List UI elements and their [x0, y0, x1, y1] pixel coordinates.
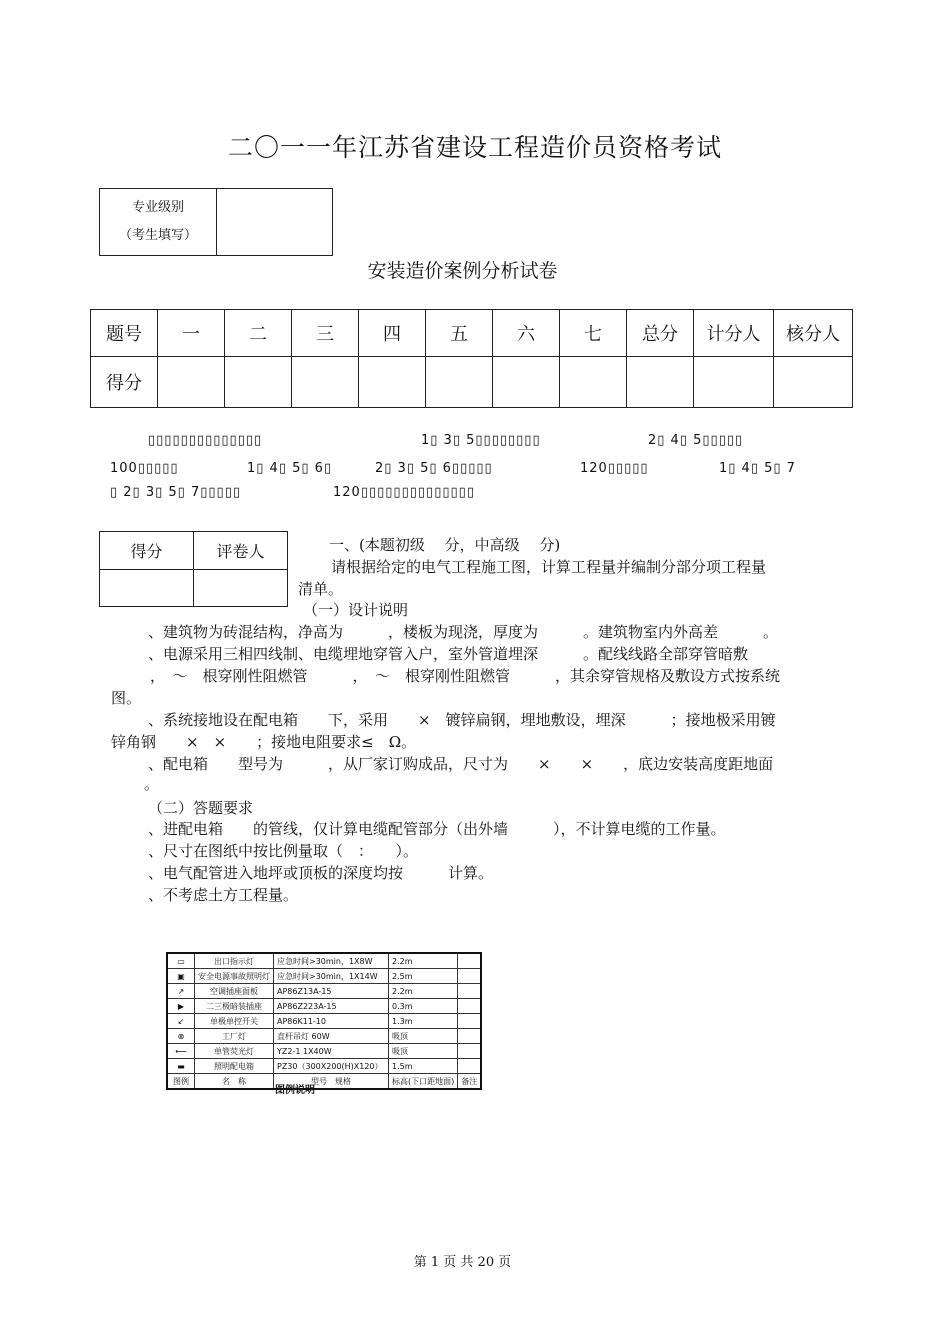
design-item: 图。: [111, 689, 142, 707]
instruction-text: ▯ 2▯ 3▯ 5▯ 7▯▯▯▯▯: [110, 485, 241, 500]
instruction-text: 100▯▯▯▯▯: [110, 461, 179, 476]
legend-row: [167, 1014, 481, 1029]
score-header-row: [91, 310, 853, 357]
score-table: [90, 309, 853, 408]
level-label: 专业级别: [131, 200, 184, 215]
legend-name: 出口指示灯: [195, 953, 274, 969]
legend-height: 2.2m: [389, 953, 458, 969]
requirement-item: 、尺寸在图纸中按比例量取（ ： ）。: [148, 842, 419, 860]
grader-score-cell[interactable]: [100, 570, 194, 607]
legend-row: [167, 1044, 481, 1059]
design-item: 、电源采用三相四线制、电缆埋地穿管入户，室外管道埋深 。配线线路全部穿管暗敷: [148, 645, 749, 663]
legend-row: [167, 953, 481, 969]
score-input-cell[interactable]: [426, 357, 493, 408]
legend-table: [166, 952, 482, 1090]
legend-note: [458, 1044, 482, 1059]
legend-col-header: 名 称: [195, 1074, 274, 1090]
legend-model: AP86Z223A-15: [274, 999, 389, 1014]
instruction-text: 120▯▯▯▯▯▯▯▯▯▯▯▯▯▯: [333, 485, 475, 500]
score-input-cell[interactable]: [359, 357, 426, 408]
legend-note: [458, 1014, 482, 1029]
score-header-cell: 二: [225, 310, 292, 357]
legend-symbol-icon: ▭: [167, 953, 195, 969]
score-input-cell[interactable]: [493, 357, 560, 408]
requirements-heading: （二）答题要求: [148, 799, 254, 817]
instruction-text: ▯▯▯▯▯▯▯▯▯▯▯▯▯▯: [148, 433, 263, 448]
legend-height: 1.5m: [389, 1059, 458, 1074]
score-value-row: [91, 357, 853, 408]
legend-model: 应急时间>30min，1X14W: [274, 969, 389, 984]
legend-row: [167, 984, 481, 999]
legend-row: [167, 999, 481, 1014]
instruction-text: 1▯ 3▯ 5▯▯▯▯▯▯▯▯: [421, 433, 541, 448]
legend-model: 直杆吊灯 60W: [274, 1029, 389, 1044]
legend-height: 2.5m: [389, 969, 458, 984]
legend-model: PZ30（300X200(H)X120）: [274, 1059, 389, 1074]
legend-model: YZ2-1 1X40W: [274, 1044, 389, 1059]
design-item: 锌角钢 × × ；接地电阻要求≤ Ω。: [111, 733, 417, 751]
legend-height: 吸顶: [389, 1044, 458, 1059]
requirement-item: 、进配电箱 的管线，仅计算电缆配管部分（出外墙 ），不计算电缆的工作量。: [148, 820, 726, 838]
legend-table-wrap: [166, 952, 482, 1090]
score-input-cell[interactable]: [292, 357, 359, 408]
legend-model: AP86Z13A-15: [274, 984, 389, 999]
score-header-cell: 计分人: [694, 310, 774, 357]
legend-col-header: 标高(下口距地面): [389, 1074, 458, 1090]
instruction-text: 2▯ 3▯ 5▯ 6▯▯▯▯▯: [375, 461, 493, 476]
score-header-cell: 三: [292, 310, 359, 357]
legend-note: [458, 999, 482, 1014]
legend-note: [458, 1059, 482, 1074]
score-header-cell: 五: [426, 310, 493, 357]
legend-symbol-icon: ⊗: [167, 1029, 195, 1044]
legend-model: 应急时间>30min，1X8W: [274, 953, 389, 969]
score-input-cell[interactable]: [627, 357, 694, 408]
grader-score-label: 得分: [100, 532, 194, 570]
legend-row: [167, 1029, 481, 1044]
legend-row: [167, 969, 481, 984]
design-item: 。: [144, 775, 160, 793]
question-heading: 一、(本题初级 分，中高级 分): [329, 536, 561, 554]
design-item: 、配电箱 型号为 ，从厂家订购成品，尺寸为 × × ，底边安装高度距地面: [148, 755, 774, 773]
legend-note: [458, 1029, 482, 1044]
level-sublabel: （考生填写）: [118, 228, 197, 243]
legend-symbol-icon: ▬: [167, 1059, 195, 1074]
legend-name: 单管荧光灯: [195, 1044, 274, 1059]
legend-symbol-icon: ▣: [167, 969, 195, 984]
score-input-cell[interactable]: [774, 357, 853, 408]
grader-name-label: 评卷人: [194, 532, 288, 570]
legend-row: [167, 1059, 481, 1074]
legend-name: 单极单控开关: [195, 1014, 274, 1029]
legend-height: 2.2m: [389, 984, 458, 999]
level-table: [99, 188, 333, 256]
score-header-cell: 题号: [91, 310, 158, 357]
level-label-cell: [100, 189, 217, 256]
legend-name: 空调插座面板: [195, 984, 274, 999]
legend-col-header: 备注: [458, 1074, 482, 1090]
grader-table: [99, 531, 288, 607]
score-row-label: 得分: [91, 357, 158, 408]
legend-name: 二三极暗装插座: [195, 999, 274, 1014]
instruction-text: 1▯ 4▯ 5▯ 6▯: [247, 461, 333, 476]
design-heading: （一）设计说明: [303, 601, 409, 619]
legend-note: [458, 984, 482, 999]
score-input-cell[interactable]: [158, 357, 225, 408]
legend-name: 安全电源事故照明灯: [195, 969, 274, 984]
legend-col-header: 图例: [167, 1074, 195, 1090]
legend-header-row: [167, 1074, 481, 1090]
instruction-text: 1▯ 4▯ 5▯ 7: [719, 461, 796, 476]
design-item: ， ～ 根穿刚性阻燃管 ， ～ 根穿刚性阻燃管 ，其余穿管规格及敷设方式按系统: [150, 667, 781, 685]
score-header-cell: 六: [493, 310, 560, 357]
legend-height: 吸顶: [389, 1029, 458, 1044]
legend-symbol-icon: ↗: [167, 984, 195, 999]
legend-caption: 图例说明: [275, 1085, 315, 1096]
page-footer: 第 1 页 共 20 页: [413, 1255, 512, 1270]
instruction-text: 120▯▯▯▯▯: [580, 461, 649, 476]
level-input-cell[interactable]: [217, 189, 333, 256]
score-input-cell[interactable]: [560, 357, 627, 408]
score-header-cell: 七: [560, 310, 627, 357]
legend-name: 照明配电箱: [195, 1059, 274, 1074]
legend-col-header: 型号 规格: [274, 1074, 389, 1090]
legend-height: 1.3m: [389, 1014, 458, 1029]
question-task: 清单。: [298, 580, 344, 598]
exam-subtitle: 安装造价案例分析试卷: [367, 260, 558, 282]
design-item: 、建筑物为砖混结构，净高为 ，楼板为现浇，厚度为 。建筑物室内外高差 。: [148, 623, 779, 641]
score-header-cell: 核分人: [774, 310, 853, 357]
score-header-cell: 总分: [627, 310, 694, 357]
question-task: 请根据给定的电气工程施工图，计算工程量并编制分部分项工程量: [331, 558, 767, 576]
legend-model: AP86K11-10: [274, 1014, 389, 1029]
score-header-cell: 四: [359, 310, 426, 357]
legend-symbol-icon: ↙: [167, 1014, 195, 1029]
legend-symbol-icon: ⟵: [167, 1044, 195, 1059]
legend-note: [458, 953, 482, 969]
legend-note: [458, 969, 482, 984]
legend-symbol-icon: ▶: [167, 999, 195, 1014]
design-item: 、系统接地设在配电箱 下，采用 × 镀锌扁钢，埋地敷设，埋深 ；接地极采用镀: [148, 711, 776, 729]
score-input-cell[interactable]: [694, 357, 774, 408]
score-input-cell[interactable]: [225, 357, 292, 408]
score-header-cell: 一: [158, 310, 225, 357]
legend-height: 0.3m: [389, 999, 458, 1014]
instruction-text: 2▯ 4▯ 5▯▯▯▯▯: [648, 433, 744, 448]
exam-title: 二〇一一年江苏省建设工程造价员资格考试: [227, 133, 722, 162]
grader-name-cell[interactable]: [194, 570, 288, 607]
requirement-item: 、电气配管进入地坪或顶板的深度均按 计算。: [148, 864, 494, 882]
legend-name: 工厂灯: [195, 1029, 274, 1044]
requirement-item: 、不考虑土方工程量。: [148, 886, 299, 904]
